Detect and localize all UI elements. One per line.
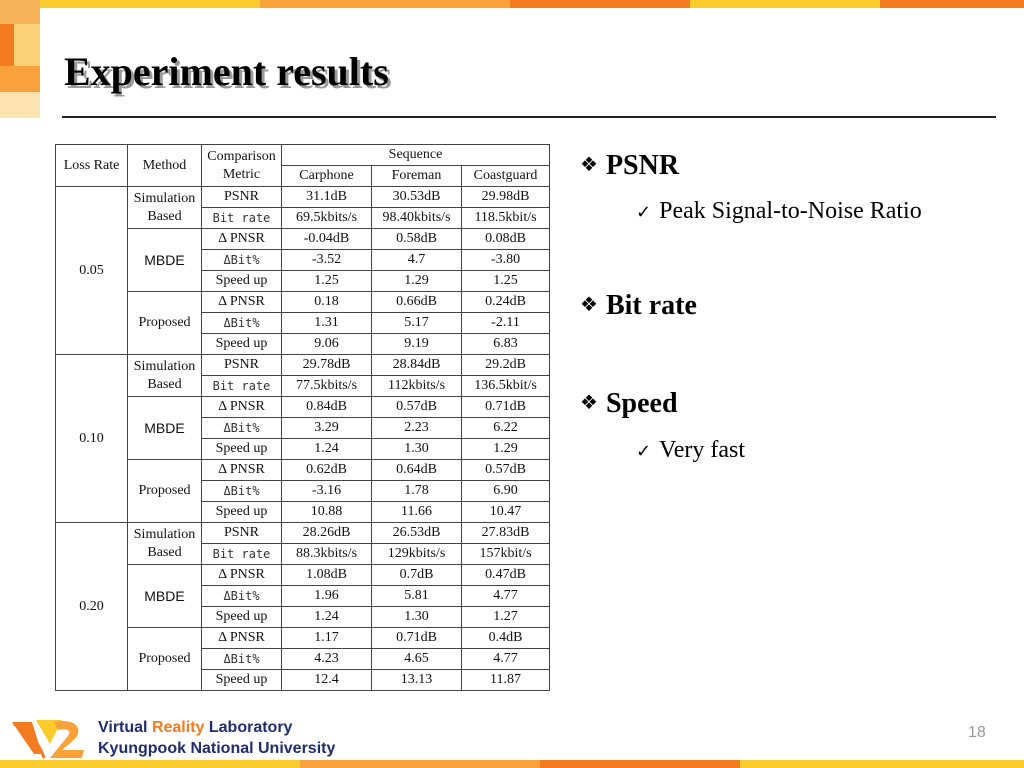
- cell-value: 0.71dB: [462, 397, 550, 418]
- cell-value: 69.5kbits/s: [282, 208, 372, 229]
- cell-metric: ΔBit%: [202, 418, 282, 439]
- bullet-speed: [580, 388, 678, 420]
- cell-loss-rate: 0.05: [56, 187, 128, 355]
- cell-value: 6.83: [462, 334, 550, 355]
- cell-value: 6.90: [462, 481, 550, 502]
- footer-lab-virtual: Virtual: [98, 719, 148, 736]
- cell-value: 9.06: [282, 334, 372, 355]
- cell-metric: Δ PNSR: [202, 292, 282, 313]
- cell-value: 88.3kbits/s: [282, 544, 372, 565]
- footer-university: Kyungpook National University: [98, 740, 336, 757]
- cell-value: 11.87: [462, 670, 550, 691]
- cell-loss-rate: 0.20: [56, 523, 128, 691]
- cell-value: 0.62dB: [282, 460, 372, 481]
- table-row: [56, 229, 550, 250]
- cell-metric: Δ PNSR: [202, 565, 282, 586]
- cell-value: 11.66: [372, 502, 462, 523]
- cell-value: 13.13: [372, 670, 462, 691]
- footer-lab-laboratory: Laboratory: [208, 719, 293, 736]
- cell-value: 10.47: [462, 502, 550, 523]
- diamond-bullet-icon: ❖: [580, 390, 598, 414]
- cell-value: 12.4: [282, 670, 372, 691]
- cell-metric: Bit rate: [202, 376, 282, 397]
- table-row: [56, 355, 550, 376]
- cell-method: Proposed: [128, 460, 202, 523]
- cell-value: 5.17: [372, 313, 462, 334]
- cell-value: 0.84dB: [282, 397, 372, 418]
- cell-method: Proposed: [128, 292, 202, 355]
- table-row: [56, 460, 550, 481]
- cell-value: 1.08dB: [282, 565, 372, 586]
- cell-metric: Bit rate: [202, 208, 282, 229]
- cell-value: 4.23: [282, 649, 372, 670]
- cell-value: 0.47dB: [462, 565, 550, 586]
- table-row: [56, 397, 550, 418]
- header-seq-carphone: Carphone: [282, 166, 372, 187]
- header-comparison-metric: Comparison Metric: [202, 145, 282, 187]
- cell-method: MBDE: [128, 229, 202, 292]
- header-seq-coastguard: Coastguard: [462, 166, 550, 187]
- cell-method: MBDE: [128, 397, 202, 460]
- diamond-bullet-icon: ❖: [580, 152, 598, 176]
- cell-value: 0.57dB: [462, 460, 550, 481]
- cell-value: 29.78dB: [282, 355, 372, 376]
- cell-value: 136.5kbit/s: [462, 376, 550, 397]
- cell-metric: ΔBit%: [202, 481, 282, 502]
- header-loss-rate: Loss Rate: [56, 145, 128, 187]
- cell-value: 27.83dB: [462, 523, 550, 544]
- cell-value: 30.53dB: [372, 187, 462, 208]
- cell-value: 0.18: [282, 292, 372, 313]
- results-table: [55, 144, 550, 691]
- cell-metric: PSNR: [202, 187, 282, 208]
- header-method: Method: [128, 145, 202, 187]
- cell-value: 77.5kbits/s: [282, 376, 372, 397]
- cell-value: 129kbits/s: [372, 544, 462, 565]
- bullet-psnr: [580, 150, 679, 182]
- cell-value: 2.23: [372, 418, 462, 439]
- checkmark-icon: ✓: [636, 441, 652, 462]
- bottom-decorative-bar: [0, 760, 1024, 768]
- diamond-bullet-icon: ❖: [580, 292, 598, 316]
- cell-value: -3.16: [282, 481, 372, 502]
- bullet-bitrate-label: Bit rate: [605, 290, 697, 321]
- subbullet-psnr-label: Peak Signal-to-Noise Ratio: [659, 198, 922, 224]
- cell-value: 112kbits/s: [372, 376, 462, 397]
- cell-metric: Bit rate: [202, 544, 282, 565]
- cell-value: -0.04dB: [282, 229, 372, 250]
- cell-value: 6.22: [462, 418, 550, 439]
- cell-metric: Speed up: [202, 502, 282, 523]
- bullet-psnr-label: PSNR: [605, 150, 680, 181]
- cell-value: 1.29: [462, 439, 550, 460]
- cell-metric: Speed up: [202, 607, 282, 628]
- cell-method: Simulation Based: [128, 523, 202, 565]
- title-divider: [62, 116, 996, 118]
- cell-metric: Δ PNSR: [202, 229, 282, 250]
- cell-metric: PSNR: [202, 523, 282, 544]
- cell-value: 1.31: [282, 313, 372, 334]
- vr-lab-logo-icon: [10, 714, 90, 764]
- bullet-bitrate: [580, 290, 697, 322]
- subbullet-speed-label: Very fast: [659, 437, 746, 463]
- cell-value: -2.11: [462, 313, 550, 334]
- cell-method: Proposed: [128, 628, 202, 691]
- cell-value: 4.77: [462, 586, 550, 607]
- header-sequence: Sequence: [282, 145, 550, 166]
- table-row: [56, 523, 550, 544]
- cell-value: 0.7dB: [372, 565, 462, 586]
- cell-value: -3.80: [462, 250, 550, 271]
- cell-value: 3.29: [282, 418, 372, 439]
- cell-value: 1.29: [372, 271, 462, 292]
- cell-method: Simulation Based: [128, 355, 202, 397]
- cell-value: 9.19: [372, 334, 462, 355]
- cell-value: 157kbit/s: [462, 544, 550, 565]
- cell-value: 98.40kbits/s: [372, 208, 462, 229]
- top-decorative-bar: [0, 0, 1024, 8]
- table-row: [56, 628, 550, 649]
- cell-value: 1.30: [372, 607, 462, 628]
- cell-value: 0.58dB: [372, 229, 462, 250]
- left-decorative-blocks: [0, 0, 40, 118]
- cell-metric: ΔBit%: [202, 586, 282, 607]
- cell-metric: Δ PNSR: [202, 397, 282, 418]
- cell-metric: Δ PNSR: [202, 628, 282, 649]
- cell-loss-rate: 0.10: [56, 355, 128, 523]
- cell-metric: Δ PNSR: [202, 460, 282, 481]
- footer-lab-name: [98, 719, 292, 737]
- subbullet-psnr: [636, 198, 922, 225]
- page-title: Experiment results: [64, 49, 389, 94]
- header-seq-foreman: Foreman: [372, 166, 462, 187]
- cell-value: 1.27: [462, 607, 550, 628]
- cell-metric: Speed up: [202, 670, 282, 691]
- cell-value: 31.1dB: [282, 187, 372, 208]
- page-number: 18: [968, 724, 986, 741]
- cell-value: 1.78: [372, 481, 462, 502]
- table-row: [56, 187, 550, 208]
- table-row: [56, 565, 550, 586]
- cell-value: 0.71dB: [372, 628, 462, 649]
- cell-value: 28.26dB: [282, 523, 372, 544]
- cell-value: 4.7: [372, 250, 462, 271]
- cell-value: 29.2dB: [462, 355, 550, 376]
- cell-metric: Speed up: [202, 439, 282, 460]
- cell-value: 1.24: [282, 439, 372, 460]
- cell-value: 1.25: [462, 271, 550, 292]
- cell-value: 10.88: [282, 502, 372, 523]
- results-table-body: [56, 187, 550, 691]
- cell-value: 0.66dB: [372, 292, 462, 313]
- cell-value: -3.52: [282, 250, 372, 271]
- cell-value: 1.17: [282, 628, 372, 649]
- cell-value: 0.64dB: [372, 460, 462, 481]
- cell-value: 5.81: [372, 586, 462, 607]
- cell-metric: ΔBit%: [202, 250, 282, 271]
- cell-value: 0.57dB: [372, 397, 462, 418]
- cell-value: 1.30: [372, 439, 462, 460]
- checkmark-icon: ✓: [636, 202, 652, 223]
- cell-value: 1.96: [282, 586, 372, 607]
- subbullet-speed: [636, 437, 745, 464]
- cell-metric: ΔBit%: [202, 313, 282, 334]
- cell-value: 0.08dB: [462, 229, 550, 250]
- cell-metric: PSNR: [202, 355, 282, 376]
- table-row: [56, 292, 550, 313]
- cell-value: 29.98dB: [462, 187, 550, 208]
- cell-value: 26.53dB: [372, 523, 462, 544]
- cell-value: 28.84dB: [372, 355, 462, 376]
- cell-metric: Speed up: [202, 334, 282, 355]
- cell-value: 0.24dB: [462, 292, 550, 313]
- cell-method: MBDE: [128, 565, 202, 628]
- cell-value: 0.4dB: [462, 628, 550, 649]
- cell-value: 4.77: [462, 649, 550, 670]
- bullet-speed-label: Speed: [605, 388, 678, 419]
- footer-lab-reality: Reality: [151, 719, 205, 736]
- cell-metric: Speed up: [202, 271, 282, 292]
- cell-value: 1.25: [282, 271, 372, 292]
- cell-method: Simulation Based: [128, 187, 202, 229]
- cell-value: 4.65: [372, 649, 462, 670]
- cell-value: 118.5kbit/s: [462, 208, 550, 229]
- cell-metric: ΔBit%: [202, 649, 282, 670]
- cell-value: 1.24: [282, 607, 372, 628]
